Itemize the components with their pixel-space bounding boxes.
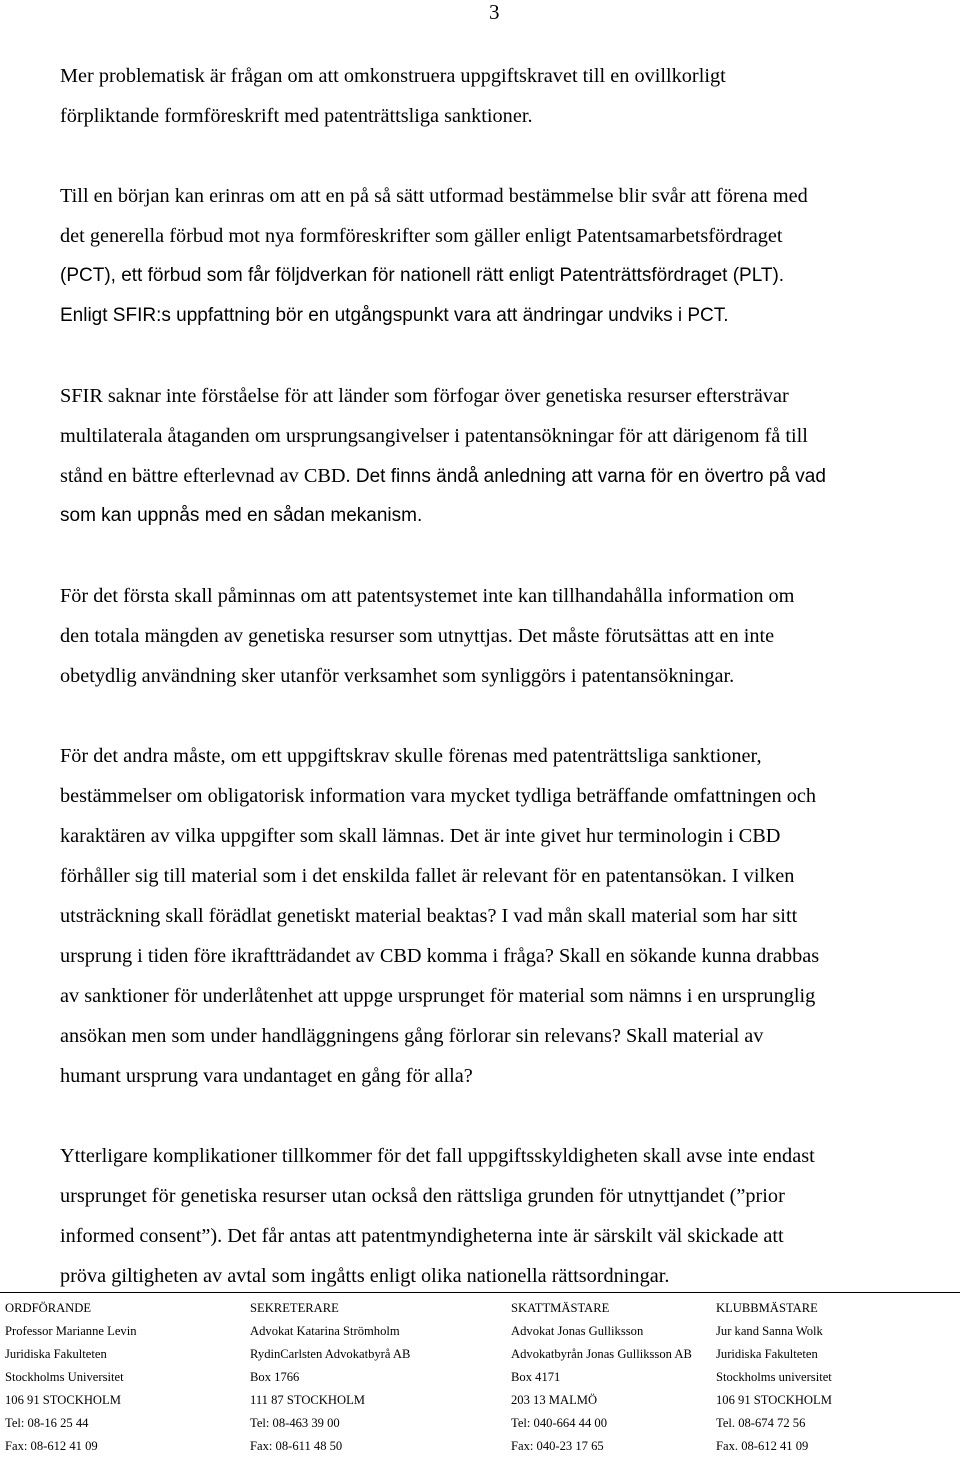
- paragraph-1: [60, 56, 940, 136]
- text-line: ursprunget för genetiska resurser utan också den rättsliga grunden för utnyttjandet (”prior: [60, 1185, 785, 1207]
- text-line: multilaterala åtaganden om ursprungsangivelser i patentansökningar för att därigenom få till: [60, 425, 808, 447]
- text-line: Till en början kan erinras om att en på så sätt utformad bestämmelse blir svår att förena med: [60, 185, 808, 207]
- footer-name: Jur kand Sanna Wolk: [716, 1324, 823, 1338]
- text-line: den totala mängden av genetiska resurser som utnyttjas. Det måste förutsättas att en inte: [60, 625, 775, 647]
- footer-tel: Tel: 040-664 44 00: [511, 1416, 608, 1430]
- text-line: Enligt SFIR:s uppfattning bör en utgångspunkt vara att ändringar undviks i PCT.: [60, 305, 729, 326]
- footer-role: KLUBBMÄSTARE: [716, 1301, 818, 1315]
- text-line: [60, 456, 940, 496]
- footer-role: ORDFÖRANDE: [5, 1301, 92, 1315]
- text-line: Mer problematisk är frågan om att omkonstruera uppgiftskravet till en ovillkorligt: [60, 65, 726, 87]
- page-number: 3: [489, 0, 500, 24]
- footer-org2: Stockholms Universitet: [5, 1370, 124, 1384]
- text-line: För det första skall påminnas om att patentsystemet inte kan tillhandahålla information om: [60, 585, 795, 607]
- paragraph-6: [60, 1136, 940, 1296]
- text-line: det generella förbud mot nya formföreskrifter som gäller enligt Patentsamarbetsfördraget: [60, 225, 783, 247]
- text-line: utsträckning skall förädlat genetiskt material beaktas? I vad mån skall material som har sitt: [60, 905, 798, 927]
- text-line: humant ursprung vara undantaget en gång för alla?: [60, 1065, 473, 1087]
- text-line: ursprung i tiden före ikraftträdandet av CBD komma i fråga? Skall en sökande kunna drabbas: [60, 945, 820, 967]
- body-text: [60, 56, 940, 1336]
- text-line: obetydlig användning sker utanför verksamhet som synliggörs i patentansökningar.: [60, 665, 735, 687]
- text-line: som kan uppnås med en sådan mekanism.: [60, 505, 423, 526]
- footer-address: 111 87 STOCKHOLM: [250, 1393, 365, 1407]
- footer-tel: Tel: 08-463 39 00: [250, 1416, 340, 1430]
- footer-role: SEKRETERARE: [250, 1301, 339, 1315]
- text-line: (PCT), ett förbud som får följdverkan för nationell rätt enligt Patenträttsfördraget (PLT).: [60, 265, 785, 286]
- text-line: För det andra måste, om ett uppgiftskrav skulle förenas med patenträttsliga sanktioner,: [60, 745, 762, 767]
- footer-org: Juridiska Fakulteten: [5, 1347, 107, 1361]
- footer-tel: Tel. 08-674 72 56: [716, 1416, 806, 1430]
- text-line: Ytterligare komplikationer tillkommer för det fall uppgiftsskyldigheten skall avse inte endast: [60, 1145, 815, 1167]
- text-line: bestämmelser om obligatorisk information vara mycket tydliga beträffande omfattningen och: [60, 785, 817, 807]
- paragraph-5: [60, 736, 940, 1096]
- footer-column-chair: [5, 1297, 137, 1458]
- footer-fax: Fax: 040-23 17 65: [511, 1439, 604, 1453]
- text-segment: Det finns ändå anledning att varna för en övertro på vad: [350, 466, 826, 487]
- footer-org2: Box 4171: [511, 1370, 561, 1384]
- footer-address: 106 91 STOCKHOLM: [716, 1393, 832, 1407]
- footer-fax: Fax: 08-612 41 09: [5, 1439, 98, 1453]
- letterhead-footer: [0, 1292, 960, 1454]
- paragraph-3: [60, 376, 940, 536]
- footer-name: Advokat Katarina Strömholm: [250, 1324, 400, 1338]
- footer-name: Advokat Jonas Gulliksson: [511, 1324, 644, 1338]
- footer-org: Advokatbyrån Jonas Gulliksson AB: [511, 1347, 692, 1361]
- paragraph-4: [60, 576, 940, 696]
- footer-column-treasurer: [511, 1297, 692, 1458]
- footer-tel: Tel: 08-16 25 44: [5, 1416, 89, 1430]
- footer-role: SKATTMÄSTARE: [511, 1301, 610, 1315]
- footer-org2: Box 1766: [250, 1370, 300, 1384]
- text-line: av sanktioner för underlåtenhet att uppge ursprunget för material som nämns i en ursprunglig: [60, 985, 816, 1007]
- footer-column-secretary: [250, 1297, 410, 1458]
- text-line: pröva giltigheten av avtal som ingåtts enligt olika nationella rättsordningar.: [60, 1265, 670, 1287]
- footer-org2: Stockholms universitet: [716, 1370, 832, 1384]
- footer-fax: Fax. 08-612 41 09: [716, 1439, 809, 1453]
- footer-fax: Fax: 08-611 48 50: [250, 1439, 343, 1453]
- text-line: förhåller sig till material som i det enskilda fallet är relevant för en patentansökan. I vilken: [60, 865, 795, 887]
- footer-address: 106 91 STOCKHOLM: [5, 1393, 121, 1407]
- text-line: karaktären av vilka uppgifter som skall lämnas. Det är inte givet hur terminologin i CBD: [60, 825, 781, 847]
- footer-column-club-master: [716, 1297, 832, 1458]
- text-line: informed consent”). Det får antas att patentmyndigheterna inte är särskilt väl skickade att: [60, 1225, 784, 1247]
- text-segment: stånd en bättre efterlevnad av CBD.: [60, 465, 351, 487]
- footer-address: 203 13 MALMÖ: [511, 1393, 598, 1407]
- text-line: förpliktande formföreskrift med patenträttsliga sanktioner.: [60, 105, 533, 127]
- footer-org: Juridiska Fakulteten: [716, 1347, 818, 1361]
- text-line: SFIR saknar inte förståelse för att länder som förfogar över genetiska resurser eftersträvar: [60, 385, 789, 407]
- footer-org: RydinCarlsten Advokatbyrå AB: [250, 1347, 411, 1361]
- paragraph-2: [60, 176, 940, 336]
- footer-name: Professor Marianne Levin: [5, 1324, 137, 1338]
- text-line: ansökan men som under handläggningens gång förlorar sin relevans? Skall material av: [60, 1025, 764, 1047]
